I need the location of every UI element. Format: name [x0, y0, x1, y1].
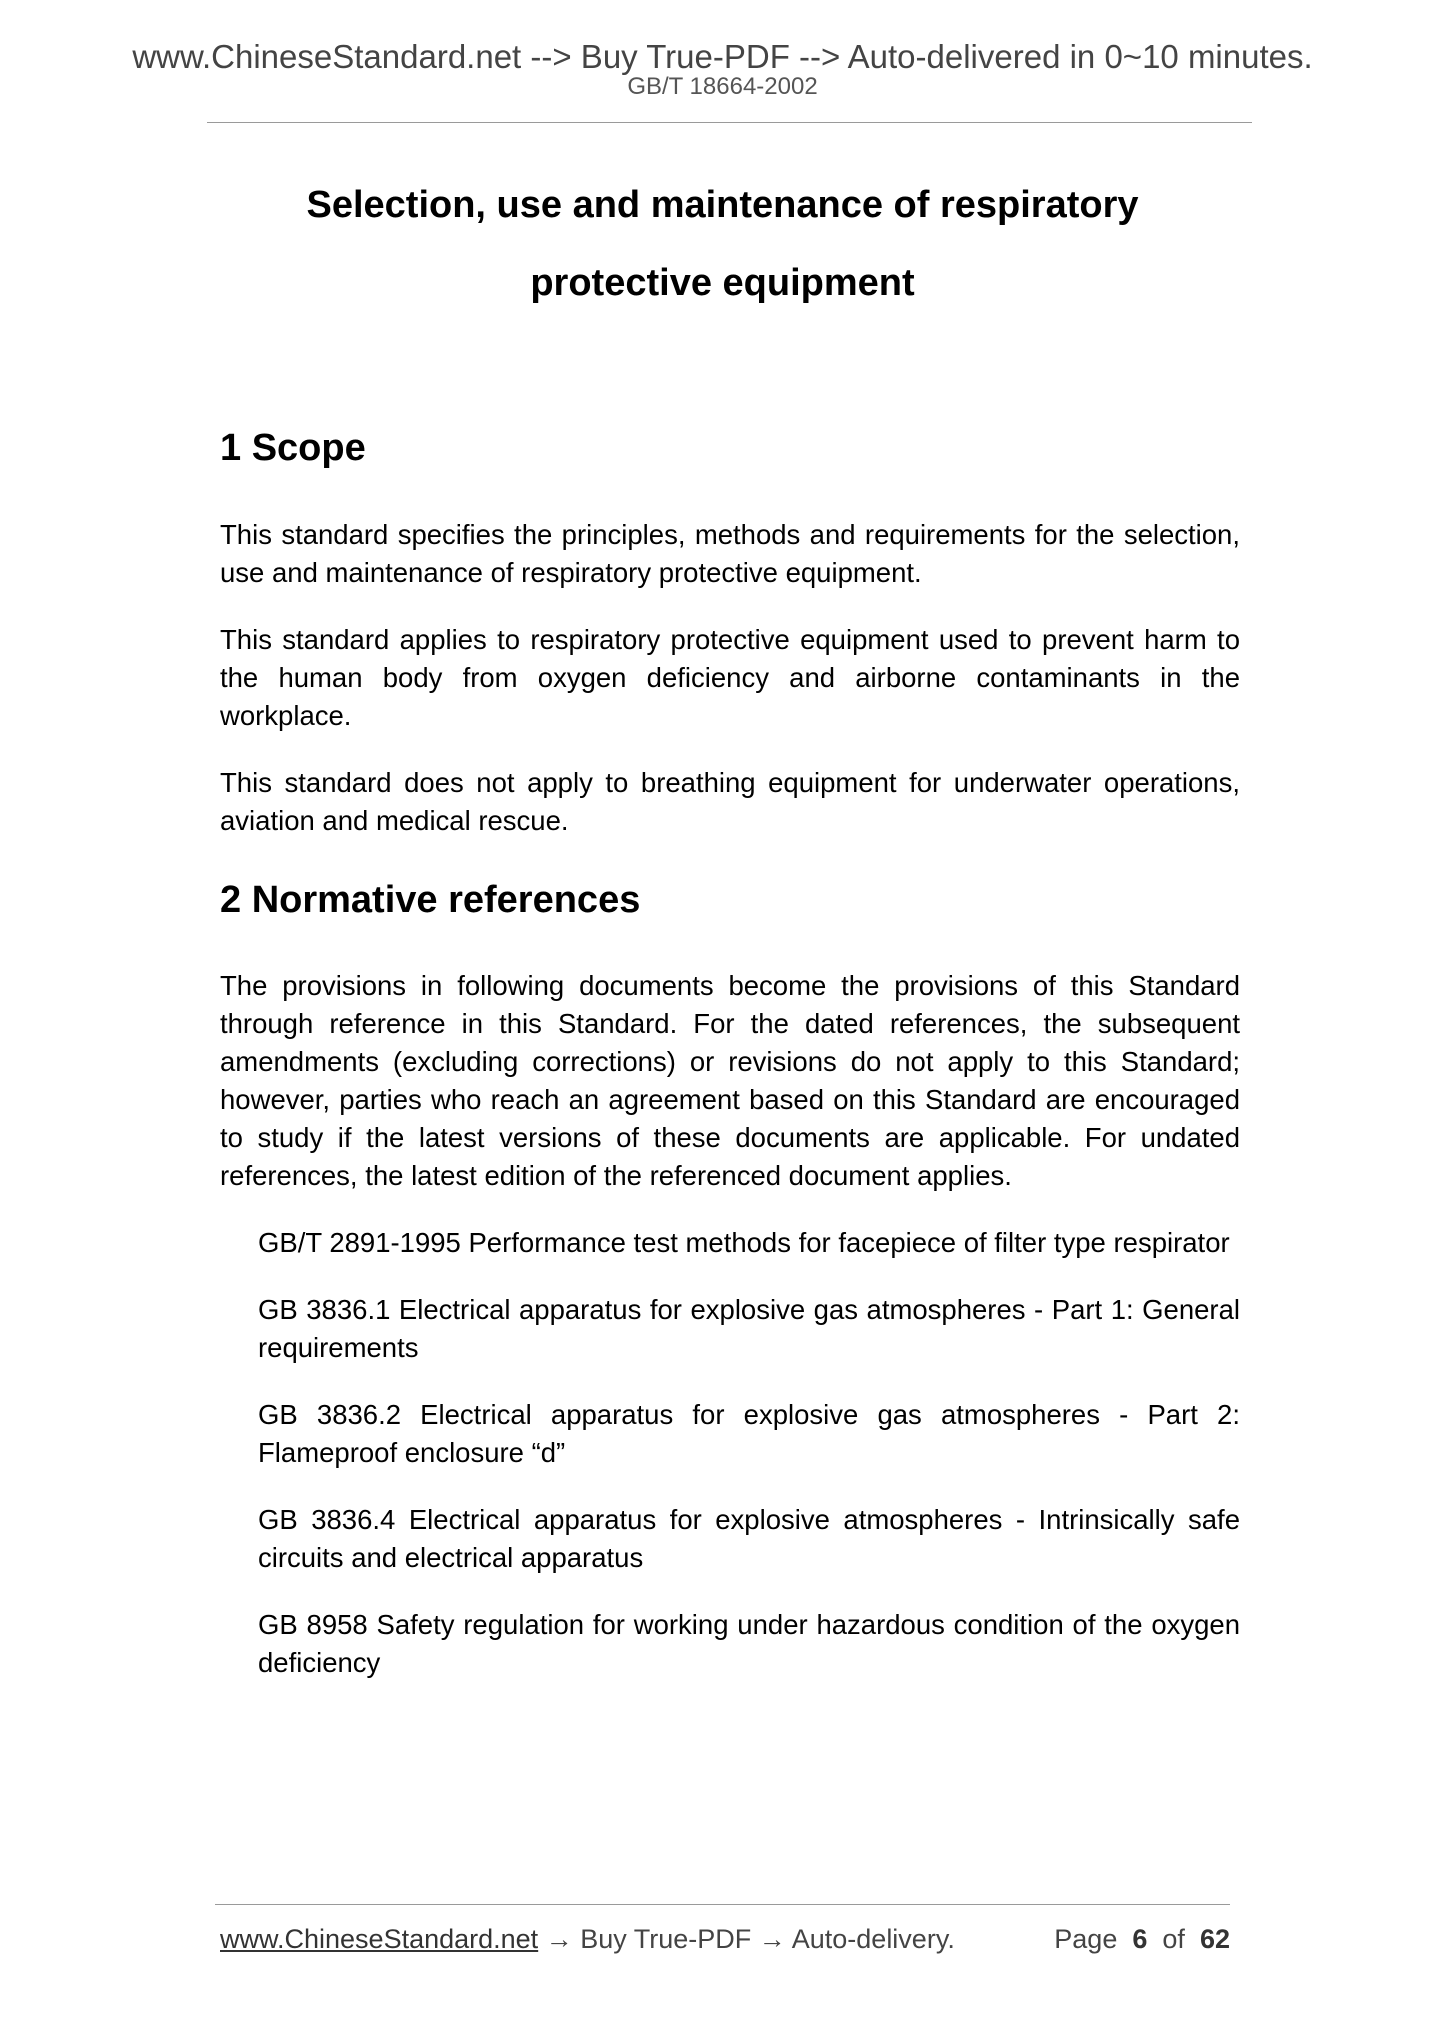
reference-list: [220, 1224, 1240, 1682]
footer-tagline: → Buy True-PDF → Auto-delivery.: [538, 1924, 955, 1954]
page-footer: [220, 1923, 1230, 1955]
footer-site-link[interactable]: www.ChineseStandard.net: [220, 1924, 539, 1954]
total-pages: 62: [1199, 1924, 1230, 1954]
scope-paragraph: This standard specifies the principles, methods and requirements for the selection, use and maintenance of respiratory protective equipment.: [220, 518, 1240, 588]
footer-divider: [215, 1904, 1230, 1905]
document-title-line-1: Selection, use and maintenance of respiratory: [306, 184, 1139, 226]
normative-references-intro: The provisions in following documents become the provisions of this Standard through reference in this Standard. For the dated references, the subsequent amendments (excluding corrections) or revisions do not apply to this Standard; however, parties who reach an agreement based on this Standard are encouraged to study if the latest versions of these documents are applicable. For undated references, the latest edition of the referenced document applies.: [220, 970, 1240, 1192]
page-indicator: [1054, 1923, 1230, 1955]
page-number: 6: [1132, 1924, 1148, 1954]
section-heading-scope: 1 Scope: [220, 427, 366, 469]
page-label: Page: [1054, 1924, 1118, 1954]
scope-paragraph: This standard does not apply to breathing equipment for underwater operations, aviation and medical rescue.: [220, 766, 1240, 836]
section-heading-normative-references: 2 Normative references: [220, 878, 641, 921]
reference-item: GB/T 2891-1995 Performance test methods for facepiece of filter type respirator: [258, 1227, 1230, 1259]
document-title: [0, 166, 1445, 322]
reference-item: GB 3836.4 Electrical apparatus for explosive atmospheres - Intrinsically safe circuits and electrical apparatus: [258, 1504, 1240, 1574]
reference-item: GB 3836.2 Electrical apparatus for explosive gas atmospheres - Part 2: Flameproof enclosure “d”: [258, 1399, 1240, 1469]
header-divider: [207, 122, 1252, 123]
scope-paragraph: This standard applies to respiratory protective equipment used to prevent harm to the human body from oxygen deficiency and airborne contaminants in the workplace.: [220, 623, 1240, 731]
reference-item: GB 8958 Safety regulation for working under hazardous condition of the oxygen deficiency: [258, 1609, 1240, 1679]
document-title-line-2: protective equipment: [530, 262, 915, 304]
standard-code: GB/T 18664-2002: [627, 73, 818, 100]
document-body: [220, 426, 1240, 1682]
of-label: of: [1162, 1924, 1185, 1954]
site-banner: www.ChineseStandard.net --> Buy True-PDF --> Auto-delivered in 0~10 minutes.: [132, 38, 1313, 75]
reference-item: GB 3836.1 Electrical apparatus for explosive gas atmospheres - Part 1: General requirements: [258, 1294, 1240, 1364]
